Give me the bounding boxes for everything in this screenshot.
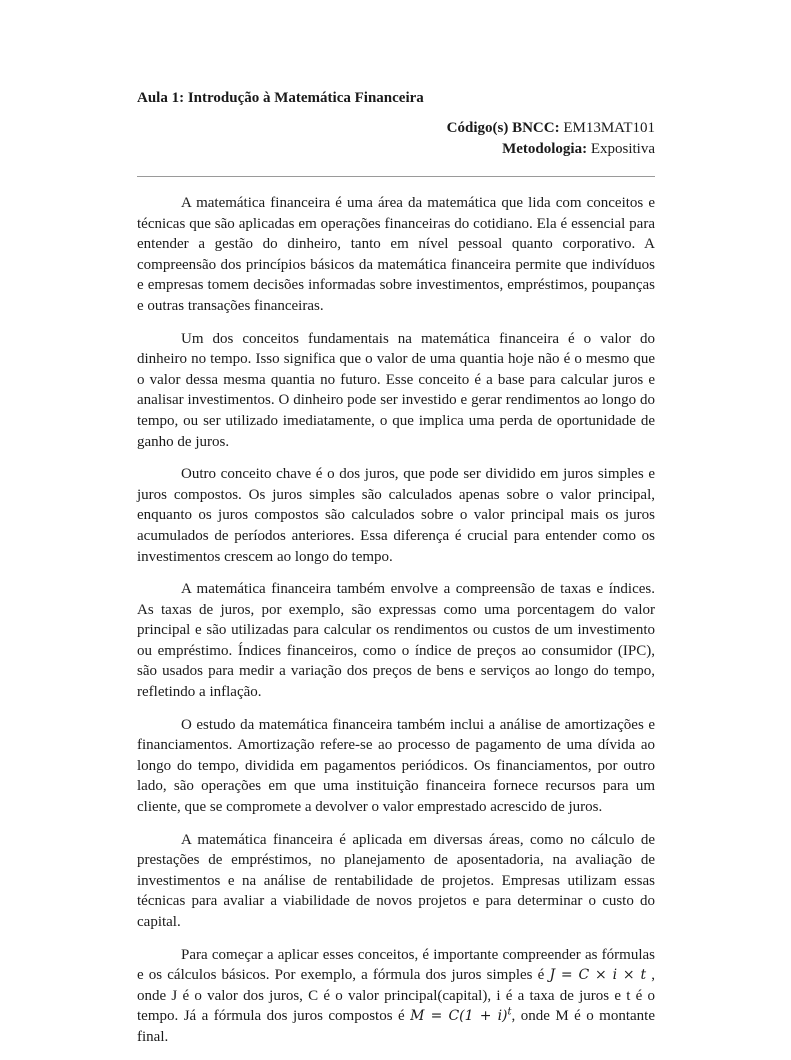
methodology-value: Expositiva [590, 141, 655, 157]
paragraph-rates-indices: A matemática financeira também envolve a compreensão de taxas e índices. As taxas de juros, por exemplo, são expressas como uma porcentagem do valor principal e são utilizadas para calcular os rendimentos ou custos de um investimento ou empréstimo. Índices financeiros, como o índice de preços ao consumidor (IPC), são usados para medir a variação dos preços de bens e serviços ao longo do tempo, refletindo a inflação. [137, 581, 655, 701]
formulas-text-1: Para começar a aplicar esses conceitos, é importante compreender as fórmulas e os cálculos básicos. Por exemplo, a fórmula dos juros simples é [137, 946, 655, 984]
methodology-label: Metodologia: [502, 141, 588, 157]
formulas-text-2: , onde J é o valor dos juros, C é o valor principal(capital), i é a taxa de juros e t é o tempo. Já a fórmula dos juros compostos é [137, 967, 655, 1025]
paragraph-time-value: Um dos conceitos fundamentais na matemática financeira é o valor do dinheiro no tempo. Isso significa que o valor de uma quantia hoje não é o mesmo que o valor dessa mesma quantia no futuro. Esse conceito é a base para calcular juros e analisar investimentos. O dinheiro pode ser investido e gerar rendimentos ao longo do tempo, ou ser utilizado imediatamente, o que implica uma perda de oportunidade de ganho de juros. [137, 330, 655, 450]
compound-formula-base: M = C(1 + i) [410, 1008, 508, 1025]
page-title: Aula 1: Introdução à Matemática Financeira [137, 90, 424, 106]
paragraph-intro: A matemática financeira é uma área da matemática que lida com conceitos e técnicas que são aplicadas em operações financeiras do cotidiano. Ela é essencial para entender a gestão do dinheiro, tanto em nível pessoal quanto corporativo. A compreensão dos princípios básicos da matemática financeira permite que indivíduos e empresas tomem decisões informadas sobre investimentos, empréstimos, poupanças e outras transações financeiras. [137, 195, 655, 314]
compound-formula-exponent: t [507, 1006, 512, 1018]
bncc-label: Código(s) BNCC: [446, 120, 560, 136]
lesson-meta [447, 118, 655, 160]
paragraph-applications: A matemática financeira é aplicada em diversas áreas, como no cálculo de prestações de empréstimos, no planejamento de aposentadoria, na avaliação de investimentos e na análise de rentabilidade de projetos. Empresas utilizam essas técnicas para avaliar a viabilidade de novos projetos e para determinar o custo do capital. [137, 831, 655, 930]
compound-interest-formula [410, 1008, 511, 1024]
bncc-line [447, 118, 655, 139]
simple-interest-formula: J = C × i × t [549, 967, 647, 984]
lesson-body [137, 193, 655, 1060]
paragraph-formulas [137, 945, 655, 1048]
paragraph-amortization: O estudo da matemática financeira também inclui a análise de amortizações e financiamentos. Amortização refere-se ao processo de pagamento de uma dívida ao longo do tempo, dividida em pagamentos periódicos. Os financiamentos, por outro lado, são operações em que uma instituição financeira fornece recursos para um cliente, que se compromete a devolver o valor emprestado acrescido de juros. [137, 716, 655, 816]
bncc-value: EM13MAT101 [563, 120, 655, 136]
paragraph-interest: Outro conceito chave é o dos juros, que pode ser dividido em juros simples e juros compostos. Os juros simples são calculados apenas sobre o valor principal, enquanto os juros compostos são calculados sobre o valor principal mais os juros acumulados de períodos anteriores. Essa diferença é crucial para entender como os investimentos crescem ao longo do tempo. [137, 466, 655, 565]
header-divider [137, 176, 655, 177]
formulas-text-3: , onde M é o montante final. [137, 1008, 655, 1045]
methodology-line [447, 139, 655, 160]
